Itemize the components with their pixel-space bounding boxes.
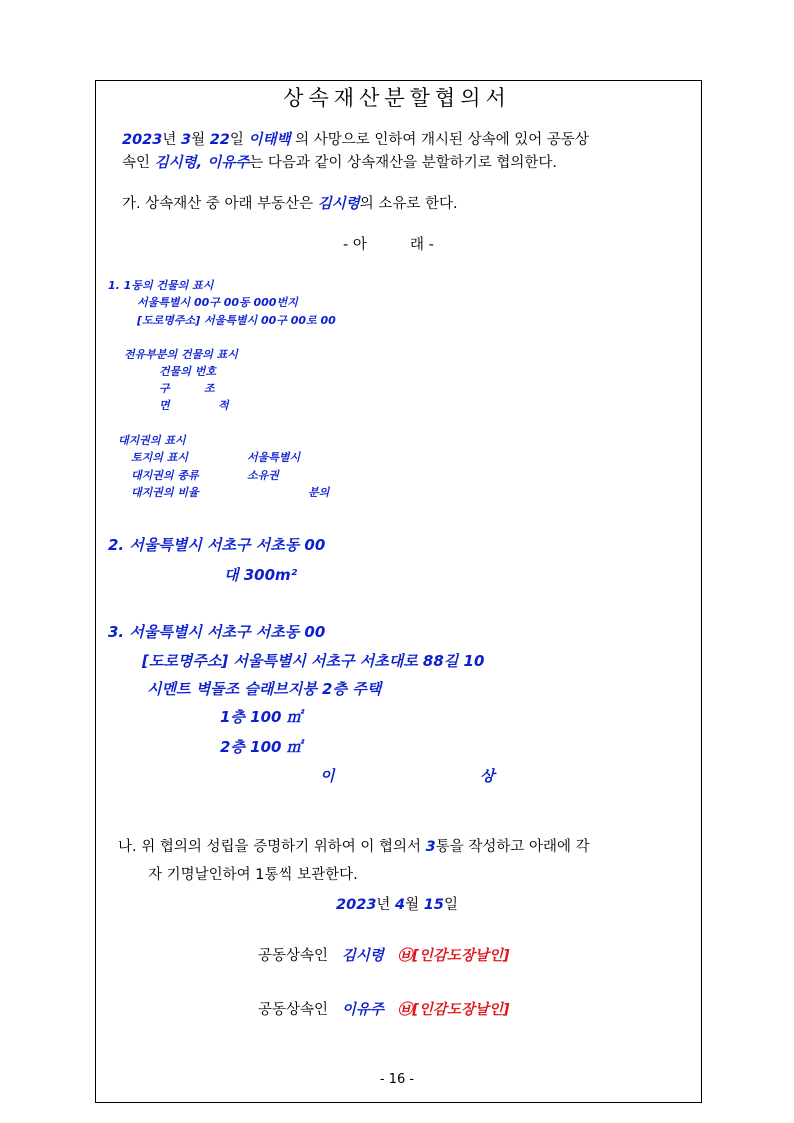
owner-name: 김시령 <box>317 196 360 212</box>
area-label-b: 적 <box>218 399 229 412</box>
land-type-label: 대지권의 종류 <box>131 469 199 482</box>
prop2-detail: 대 300m² <box>224 566 298 584</box>
prop1-heading: 1. 1동의 건물의 표시 <box>108 279 214 292</box>
heir-1-name: 김시령 <box>154 155 197 171</box>
item-na-line-1: 나. 위 협의의 성립을 증명하기 위하여 이 협의서 3통을 작성하고 아래에 각 <box>118 839 590 855</box>
land-type-value: 소유권 <box>247 469 279 482</box>
intro-line-2: 속인 김시령, 이유주는 다음과 같이 상속재산을 분할하기로 협의한다. <box>122 155 558 171</box>
prop2-heading: 2. 서울특별시 서초구 서초동 00 <box>108 536 326 554</box>
signer-row: 공동상속인 김시령 ㉥[인감도장날인] <box>258 948 510 964</box>
prop1-address: 서울특별시 00구 00동 000번지 <box>137 296 298 309</box>
intro-day: 22 <box>209 132 230 148</box>
land-ratio-value: 분의 <box>308 486 330 499</box>
end-mark-right: 상 <box>480 767 495 785</box>
item-ga: 가. 상속재산 중 아래 부동산은 김시령의 소유로 한다. <box>122 196 458 212</box>
copy-count: 3 <box>425 839 436 855</box>
prop3-road-address: [도로명주소] 서울특별시 서초구 서초대로 88길 10 <box>142 652 485 670</box>
structure-label-a: 구 <box>159 382 170 395</box>
below-heading-right: 래 - <box>410 237 434 253</box>
prop3-description: 시멘트 벽돌조 슬래브지붕 2층 주택 <box>147 680 382 698</box>
area-label-a: 면 <box>159 399 170 412</box>
seal-placeholder: [인감도장날인] <box>412 948 510 964</box>
land-heading: 대지권의 표시 <box>118 434 186 447</box>
structure-label-b: 조 <box>204 382 215 395</box>
heir-2-name: 이유주 <box>207 155 250 171</box>
seal-mark: ㉥ <box>397 948 413 964</box>
signer-name: 김시령 <box>341 948 384 964</box>
signer-row: 공동상속인 이유주 ㉥[인감도장날인] <box>258 1002 510 1018</box>
prop3-floor-1: 1층 100 ㎡ <box>220 708 302 726</box>
intro-line-1: 2023년 3월 22일 이태백 의 사망으로 인하여 개시된 상속에 있어 공동상 <box>122 132 589 148</box>
bldg-no-label: 건물의 번호 <box>159 365 216 378</box>
seal-mark: ㉥ <box>397 1002 413 1018</box>
agreement-date: 2023년 4월 15일 <box>336 897 458 913</box>
signer-name: 이유주 <box>341 1002 384 1018</box>
exclusive-heading: 전유부분의 건물의 표시 <box>124 348 238 361</box>
land-label: 토지의 표시 <box>131 451 188 464</box>
intro-year: 2023 <box>122 132 163 148</box>
below-heading-left: - 아 <box>343 237 367 253</box>
prop1-road-address: [도로명주소] 서울특별시 00구 00로 00 <box>137 314 336 327</box>
end-mark-left: 이 <box>320 767 335 785</box>
land-ratio-label: 대지권의 비율 <box>131 486 199 499</box>
deceased-name: 이태백 <box>248 132 291 148</box>
prop3-heading: 3. 서울특별시 서초구 서초동 00 <box>108 623 326 641</box>
document-title: 상속재산분할협의서 <box>283 86 511 110</box>
intro-month: 3 <box>180 132 192 148</box>
item-na-line-2: 자 기명날인하여 1통씩 보관한다. <box>148 867 358 883</box>
seal-placeholder: [인감도장날인] <box>412 1002 510 1018</box>
land-value: 서울특별시 <box>247 451 301 464</box>
page-number: - 16 - <box>379 1072 415 1087</box>
prop3-floor-2: 2층 100 ㎡ <box>220 738 302 756</box>
